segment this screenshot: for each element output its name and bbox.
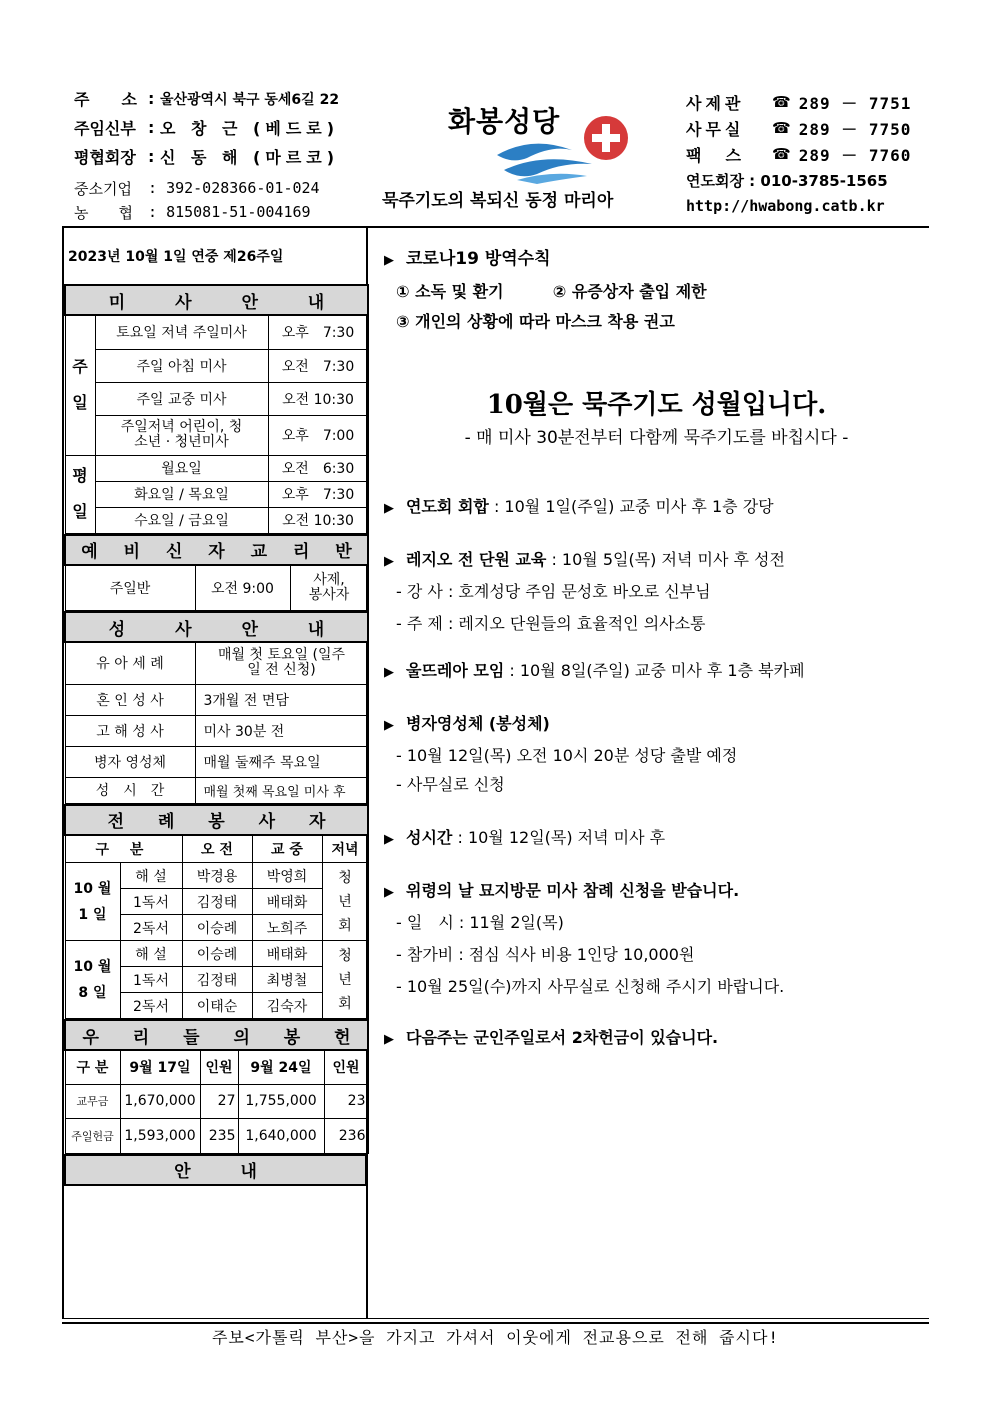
news-item: ▶ 위령의 날 묘지방문 미사 참례 신청을 받습니다. - 일 시 : 11월 2일(목) - 참가비 : 점심 식사 비용 1인당 10,000원 - 10월 25일(수)까지 사무실로 신청해 주시기 바랍니다. (384, 878, 929, 997)
contact-info (686, 89, 931, 219)
mass-time: 오후 7:30 (268, 315, 368, 349)
notice-section-title: 안 내 (65, 1155, 366, 1185)
phone-icon: ☎ (772, 119, 791, 137)
offering-header: 9월 24일 (238, 1050, 324, 1084)
servers-section-title: 전 례 봉 사 자 (65, 805, 368, 835)
catechism-time: 오전 9:00 (195, 565, 290, 611)
server-main: 박영희 (252, 863, 322, 889)
bank2-label: 농 협 (74, 203, 133, 222)
offering-count: 23 (324, 1084, 368, 1118)
offering-name: 주일헌금 (65, 1118, 120, 1153)
bank2-value: 815081-51-004169 (166, 203, 311, 221)
bank2-row: 농 협 : 815081-51-004169 (74, 203, 311, 222)
mass-time: 오전 10:30 (268, 507, 368, 533)
rosary-month-subtitle: - 매 미사 30분전부터 다함께 묵주기도를 바칩시다 - (464, 428, 849, 448)
bank1-value: 392-028366-01-024 (166, 179, 320, 197)
council-label: 평협회장 (74, 148, 136, 167)
mass-time: 오전 10:30 (268, 382, 368, 415)
triangle-bullet-icon: ▶ (384, 665, 394, 680)
sacrament-name: 유 아 세 례 (65, 642, 195, 684)
weekday-label: 평 일 (65, 455, 95, 533)
catechism-section-title: 예 비 신 자 교 리 반 (65, 535, 368, 565)
server-evening: 청 년 회 (322, 863, 368, 941)
left-column (62, 228, 367, 1319)
mass-time: 오후 7:30 (268, 481, 368, 507)
covid-item: ③ 개인의 상황에 따라 마스크 착용 권고 (396, 312, 675, 331)
catechism-table (64, 534, 369, 612)
server-role: 1독서 (120, 889, 182, 915)
server-role: 해 설 (120, 941, 182, 967)
rectory-phone: 289 － 7751 (798, 93, 912, 113)
news-detail: - 강 사 : 호계성당 주임 문성호 바오로 신부님 (396, 582, 711, 601)
server-am: 이태순 (182, 993, 252, 1019)
mass-name: 주일저녁 어린이, 청소년 · 청년미사 (95, 415, 268, 455)
mass-name: 주일 교중 미사 (95, 382, 268, 415)
server-main: 김숙자 (252, 993, 322, 1019)
server-role: 2독서 (120, 993, 182, 1019)
mass-schedule-table (64, 284, 369, 534)
footer-rule (62, 1318, 929, 1319)
sacrament-name: 고 해 성 사 (65, 715, 195, 746)
server-am: 박경용 (182, 863, 252, 889)
footer-text: 주보<가톨릭 부산>을 가지고 가셔서 이웃에게 전교용으로 전해 줍시다! (211, 1328, 780, 1347)
server-date: 10 월 1 일 (65, 863, 120, 941)
mass-time: 오전 7:30 (268, 349, 368, 382)
server-role: 2독서 (120, 915, 182, 941)
news-detail: - 10월 12일(목) 오전 10시 20분 성당 출발 예정 (396, 746, 738, 765)
servers-header: 오 전 (182, 835, 252, 863)
mass-name: 수요일 / 금요일 (95, 507, 268, 533)
mass-time: 오후 7:00 (268, 415, 368, 455)
covid-items (384, 279, 929, 302)
rectory-label: 사제관 (686, 93, 745, 113)
offering-section-title: 우 리 들 의 봉 헌 (65, 1020, 368, 1050)
server-main: 배태화 (252, 941, 322, 967)
catechism-name: 주일반 (65, 565, 195, 611)
church-logo (442, 100, 642, 185)
news-item: ▶ 병자영성체 (봉성체) - 10월 12일(목) 오전 10시 20분 성당 출발 예정 - 사무실로 신청 (384, 711, 929, 795)
sacrament-value: 3개월 전 면담 (195, 684, 368, 715)
server-am: 김정태 (182, 889, 252, 915)
priest-row: 주임신부 : 오 창 근 (베드로) (74, 118, 340, 138)
office-row (686, 115, 931, 141)
phone-icon: ☎ (772, 93, 791, 111)
sacrament-value: 미사 30분 전 (195, 715, 368, 746)
news-detail: - 10월 25일(수)까지 사무실로 신청해 주시기 바랍니다. (396, 977, 785, 996)
news-item: ▶ 레지오 전 단원 교육 : 10월 5일(목) 저녁 미사 후 성전 - 강 사 : 호계성당 주임 문성호 바오로 신부님 - 주 제 : 레지오 단원들의 효율적인 의사소통 (384, 547, 929, 634)
triangle-bullet-icon: ▶ (384, 1032, 394, 1047)
server-main: 노희주 (252, 915, 322, 941)
news-item: ▶ 연도회 회합 : 10월 1일(주일) 교중 미사 후 1층 강당 (384, 497, 774, 516)
sacrament-name: 혼 인 성 사 (65, 684, 195, 715)
server-role: 1독서 (120, 967, 182, 993)
servers-header: 교 중 (252, 835, 322, 863)
address-label: 주 소 (74, 90, 137, 109)
sacrament-value: 매월 둘째주 목요일 (195, 746, 368, 777)
server-am: 김정태 (182, 967, 252, 993)
rectory-row (686, 89, 931, 115)
server-evening: 청 년 회 (322, 941, 368, 1019)
sunday-label: 주 일 (65, 315, 95, 455)
covid-item: ② 유증상자 출입 제한 (552, 282, 707, 301)
council-row: 평협회장 : 신 동 해 (마르코) (74, 147, 340, 167)
news-detail: - 일 시 : 11월 2일(목) (396, 913, 564, 932)
news-detail: - 주 제 : 레지오 단원들의 효율적인 의사소통 (396, 614, 706, 633)
address-row: 주 소 : 울산광역시 북구 동세6길 22 (74, 89, 340, 109)
offering-value: 1,670,000 (120, 1084, 200, 1118)
covid-title: ▶ 코로나19 방역수칙 (384, 249, 551, 269)
office-label: 사무실 (686, 119, 745, 139)
news-detail: - 참가비 : 점심 식사 비용 1인당 10,000원 (396, 945, 695, 964)
offering-header: 인원 (324, 1050, 368, 1084)
council-value: 신 동 해 (마르코) (159, 148, 340, 167)
fax-label: 팩 스 (686, 145, 745, 165)
triangle-bullet-icon: ▶ (384, 832, 394, 847)
bank1-row: 중소기업 : 392-028366-01-024 (74, 179, 320, 198)
header-info (74, 84, 374, 224)
triangle-bullet-icon: ▶ (384, 885, 394, 900)
bulletin-date: 2023년 10월 1일 연중 제26주일 (68, 249, 284, 265)
offering-value: 1,755,000 (238, 1084, 324, 1118)
mass-name: 월요일 (95, 455, 268, 481)
mass-section-title: 미 사 안 내 (65, 285, 368, 315)
servers-table (64, 804, 369, 1020)
offering-header: 구 분 (65, 1050, 120, 1084)
rosary-month-title: 10월은 묵주기도 성월입니다. (486, 390, 827, 420)
news-item: ▶ 성시간 : 10월 12일(목) 저녁 미사 후 (384, 828, 666, 847)
covid-item: ① 소독 및 환기 (396, 282, 504, 301)
triangle-bullet-icon: ▶ (384, 718, 394, 733)
priest-value: 오 창 근 (베드로) (159, 119, 340, 138)
offering-count: 236 (324, 1118, 368, 1153)
offering-value: 1,593,000 (120, 1118, 200, 1153)
server-main: 배태화 (252, 889, 322, 915)
sacrament-value: 매월 첫째 목요일 미사 후 (195, 777, 368, 803)
server-am: 이승례 (182, 915, 252, 941)
motto: 묵주기도의 복되신 동정 마리아 (382, 191, 614, 211)
triangle-bullet-icon: ▶ (384, 501, 394, 516)
offering-name: 교무금 (65, 1084, 120, 1118)
notice-table (64, 1154, 367, 1186)
mass-name: 토요일 저녁 주일미사 (95, 315, 268, 349)
server-main: 최병철 (252, 967, 322, 993)
servers-header: 구 분 (65, 835, 182, 863)
sacrament-value: 매월 첫 토요일 (일주일 전 신청) (195, 642, 368, 684)
address-value: 울산광역시 북구 동세6길 22 (159, 91, 340, 108)
right-column (384, 244, 929, 1048)
mass-name: 주일 아침 미사 (95, 349, 268, 382)
mass-name: 화요일 / 목요일 (95, 481, 268, 507)
catechism-teacher: 사제, 봉사자 (290, 565, 368, 611)
phone-icon: ☎ (772, 145, 791, 163)
footer-rule (62, 1322, 929, 1324)
offering-value: 1,640,000 (238, 1118, 324, 1153)
news-item: ▶ 울뜨레아 모임 : 10월 8일(주일) 교중 미사 후 1층 북카페 (384, 661, 805, 680)
offering-count: 235 (200, 1118, 238, 1153)
church-name: 화봉성당 (448, 105, 561, 138)
youth-contact: 연도회장 : 010-3785-1565 (686, 171, 888, 190)
news-item: ▶ 다음주는 군인주일로서 2차헌금이 있습니다. (384, 1028, 719, 1047)
fax-number: 289 － 7760 (798, 145, 912, 165)
triangle-bullet-icon: ▶ (384, 554, 394, 569)
server-date: 10 월 8 일 (65, 941, 120, 1019)
servers-header: 저녁 (322, 835, 368, 863)
offering-count: 27 (200, 1084, 238, 1118)
offering-table (64, 1019, 369, 1154)
news-detail: - 사무실로 신청 (396, 775, 505, 794)
sacrament-name: 병자 영성체 (65, 746, 195, 777)
mass-time: 오전 6:30 (268, 455, 368, 481)
bank1-label: 중소기업 (74, 179, 132, 198)
priest-label: 주임신부 (74, 119, 136, 138)
website-link[interactable]: http://hwabong.catb.kr (686, 197, 885, 215)
sacrament-table (64, 611, 369, 804)
server-role: 해 설 (120, 863, 182, 889)
offering-header: 인원 (200, 1050, 238, 1084)
triangle-bullet-icon: ▶ (384, 253, 394, 268)
office-phone: 289 － 7750 (798, 119, 912, 139)
server-am: 이승례 (182, 941, 252, 967)
sacrament-name: 성 시 간 (65, 777, 195, 803)
fax-row (686, 141, 931, 167)
offering-header: 9월 17일 (120, 1050, 200, 1084)
sacrament-section-title: 성 사 안 내 (65, 612, 368, 642)
